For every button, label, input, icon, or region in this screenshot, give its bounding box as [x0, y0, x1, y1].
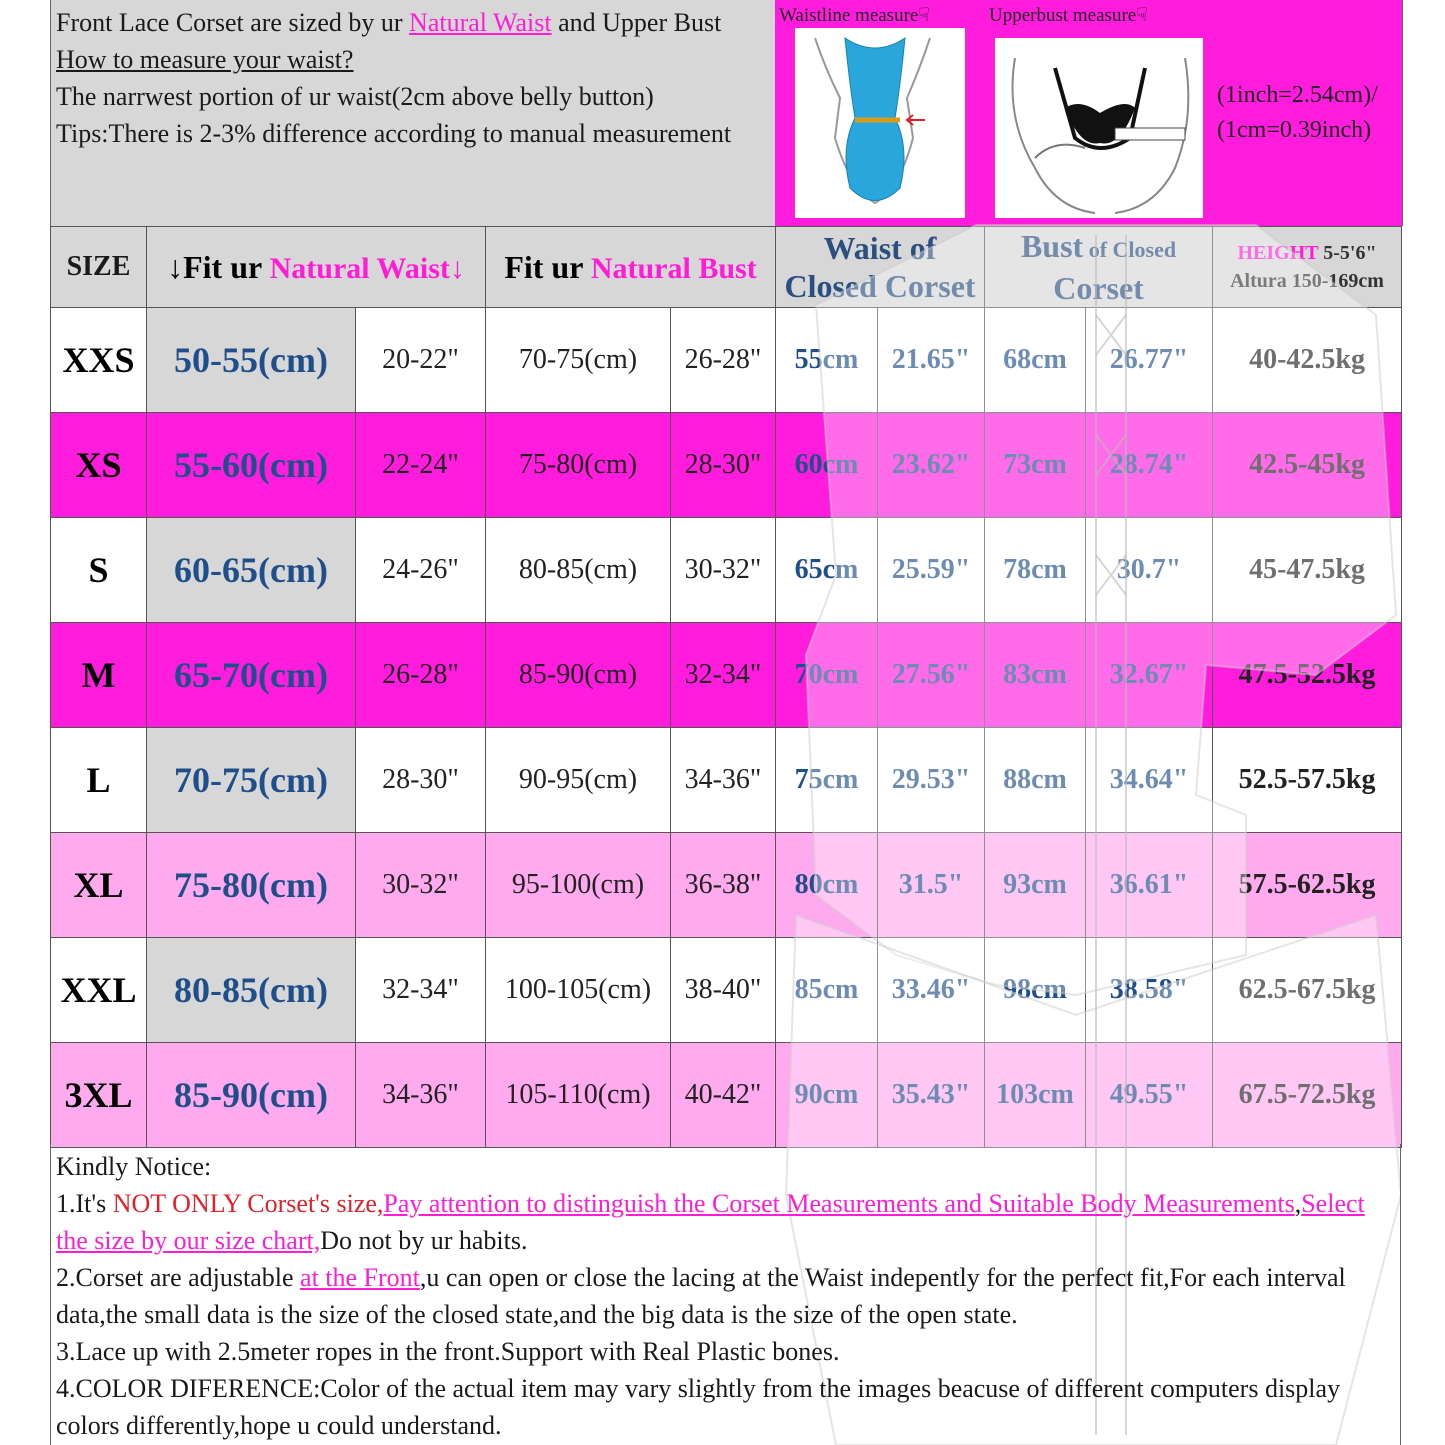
closed-bust-inch: 30.7" — [1086, 518, 1213, 623]
conversion-cm: (1cm=0.39inch) — [1217, 117, 1372, 143]
header-waist-closed: Waist of Closed Corset — [776, 227, 985, 308]
size-label: XXS — [51, 308, 147, 413]
conversion-inch: (1inch=2.54cm)/ — [1217, 82, 1378, 108]
size-label: L — [51, 728, 147, 833]
top-section — [50, 0, 1403, 226]
table-row — [51, 518, 1402, 623]
weight-range: 45-47.5kg — [1213, 518, 1402, 623]
bust-inch: 38-40" — [671, 938, 776, 1043]
closed-bust-cm: 88cm — [985, 728, 1086, 833]
closed-bust-cm: 83cm — [985, 623, 1086, 728]
table-row — [51, 413, 1402, 518]
notice-block — [50, 1144, 1401, 1445]
bust-inch: 36-38" — [671, 833, 776, 938]
closed-waist-cm: 65cm — [776, 518, 878, 623]
waist-inch: 32-34" — [356, 938, 486, 1043]
waist-cm: 70-75(cm) — [147, 728, 356, 833]
closed-bust-cm: 78cm — [985, 518, 1086, 623]
waist-cm: 75-80(cm) — [147, 833, 356, 938]
bust-cm: 80-85(cm) — [486, 518, 671, 623]
size-chart-link[interactable]: Select the size by our size chart, — [56, 1189, 1365, 1255]
closed-bust-inch: 26.77" — [1086, 308, 1213, 413]
header-fit-bust: Fit ur Natural Bust — [486, 227, 776, 308]
weight-range: 67.5-72.5kg — [1213, 1043, 1402, 1148]
closed-waist-cm: 85cm — [776, 938, 878, 1043]
upperbust-figure — [995, 38, 1203, 218]
size-label: 3XL — [51, 1043, 147, 1148]
tips-text: Tips:There is 2-3% difference according to manual measurement — [56, 119, 732, 148]
waist-inch: 22-24" — [356, 413, 486, 518]
weight-range: 52.5-57.5kg — [1213, 728, 1402, 833]
howto-heading: How to measure your waist? — [56, 45, 354, 74]
closed-waist-inch: 31.5" — [878, 833, 985, 938]
closed-waist-cm: 70cm — [776, 623, 878, 728]
bust-inch: 40-42" — [671, 1043, 776, 1148]
table-row — [51, 308, 1402, 413]
bust-inch: 28-30" — [671, 413, 776, 518]
intro-line-1: Front Lace Corset are sized by ur Natural Waist and Upper Bust — [56, 8, 722, 37]
closed-waist-cm: 80cm — [776, 833, 878, 938]
size-rows — [51, 308, 1402, 1148]
closed-waist-cm: 55cm — [776, 308, 878, 413]
size-label: S — [51, 518, 147, 623]
upperbust-caption: Upperbust measure☟ — [989, 5, 1148, 26]
body-waist-illustration — [795, 28, 965, 218]
waist-cm: 85-90(cm) — [147, 1043, 356, 1148]
closed-waist-cm: 75cm — [776, 728, 878, 833]
table-row — [51, 728, 1402, 833]
measure-panel — [775, 0, 1402, 226]
closed-waist-inch: 35.43" — [878, 1043, 985, 1148]
size-label: XS — [51, 413, 147, 518]
closed-waist-inch: 27.56" — [878, 623, 985, 728]
waist-inch: 24-26" — [356, 518, 486, 623]
waistline-figure — [795, 28, 965, 218]
size-label: XL — [51, 833, 147, 938]
table-row — [51, 623, 1402, 728]
bust-cm: 90-95(cm) — [486, 728, 671, 833]
size-label: XXL — [51, 938, 147, 1043]
waist-cm: 55-60(cm) — [147, 413, 356, 518]
waist-cm: 65-70(cm) — [147, 623, 356, 728]
table-header-row — [51, 227, 1402, 308]
closed-bust-inch: 38.58" — [1086, 938, 1213, 1043]
bust-inch: 32-34" — [671, 623, 776, 728]
closed-bust-cm: 103cm — [985, 1043, 1086, 1148]
bust-cm: 95-100(cm) — [486, 833, 671, 938]
closed-waist-inch: 33.46" — [878, 938, 985, 1043]
waistline-caption: Waistline measure☟ — [779, 5, 930, 26]
closed-waist-inch: 21.65" — [878, 308, 985, 413]
closed-bust-inch: 36.61" — [1086, 833, 1213, 938]
waist-cm: 60-65(cm) — [147, 518, 356, 623]
closed-bust-cm: 68cm — [985, 308, 1086, 413]
notice-item-2: 2.Corset are adjustable at the Front,u can open or close the lacing at the Waist indepently for the perfect fit,For each interval data,the small data is the size of the closed state,and the big data is the size of the open state. — [56, 1263, 1346, 1329]
waist-inch: 34-36" — [356, 1043, 486, 1148]
closed-waist-inch: 23.62" — [878, 413, 985, 518]
waist-cm: 50-55(cm) — [147, 308, 356, 413]
weight-range: 47.5-52.5kg — [1213, 623, 1402, 728]
weight-range: 42.5-45kg — [1213, 413, 1402, 518]
notice-item-3: 3.Lace up with 2.5meter ropes in the front.Support with Real Plastic bones. — [56, 1337, 840, 1366]
bust-cm: 70-75(cm) — [486, 308, 671, 413]
header-bust-closed: Bust of Closed Corset — [985, 227, 1213, 308]
unit-conversion — [1217, 78, 1378, 148]
narrowest-text: The narrwest portion of ur waist(2cm above belly button) — [56, 82, 654, 111]
closed-waist-inch: 29.53" — [878, 728, 985, 833]
waist-inch: 26-28" — [356, 623, 486, 728]
closed-bust-inch: 32.67" — [1086, 623, 1213, 728]
size-label: M — [51, 623, 147, 728]
weight-range: 40-42.5kg — [1213, 308, 1402, 413]
bust-inch: 26-28" — [671, 308, 776, 413]
header-fit-waist: ↓Fit ur Natural Waist↓ — [147, 227, 486, 308]
bust-inch: 34-36" — [671, 728, 776, 833]
upperbust-card — [985, 0, 1211, 226]
waist-inch: 20-22" — [356, 308, 486, 413]
waist-cm: 80-85(cm) — [147, 938, 356, 1043]
table-row — [51, 938, 1402, 1043]
waistline-card — [775, 0, 981, 226]
notice-item-4: 4.COLOR DIFERENCE:Color of the actual item may vary slightly from the images beacuse of different computers display colors differently,hope u could understand. — [56, 1374, 1341, 1440]
closed-bust-inch: 34.64" — [1086, 728, 1213, 833]
closed-waist-cm: 60cm — [776, 413, 878, 518]
bust-cm: 75-80(cm) — [486, 413, 671, 518]
bust-cm: 105-110(cm) — [486, 1043, 671, 1148]
closed-bust-inch: 28.74" — [1086, 413, 1213, 518]
front-link[interactable]: at the Front — [300, 1263, 420, 1292]
table-row — [51, 1043, 1402, 1148]
bust-cm: 100-105(cm) — [486, 938, 671, 1043]
waist-inch: 28-30" — [356, 728, 486, 833]
notice-item-1: 1.It's NOT ONLY Corset's size,Pay attention to distinguish the Corset Measurements and Suitable Body Measurements,Select the size by our size chart,Do not by ur habits. — [56, 1189, 1365, 1255]
closed-bust-cm: 98cm — [985, 938, 1086, 1043]
notice-title: Kindly Notice: — [56, 1152, 212, 1181]
bust-inch: 30-32" — [671, 518, 776, 623]
bust-cm: 85-90(cm) — [486, 623, 671, 728]
header-size: SIZE — [51, 227, 147, 308]
closed-bust-cm: 73cm — [985, 413, 1086, 518]
size-chart-table — [50, 226, 1402, 1148]
closed-waist-inch: 25.59" — [878, 518, 985, 623]
bust-illustration — [995, 38, 1203, 218]
intro-text-block — [51, 0, 775, 226]
table-row — [51, 833, 1402, 938]
closed-bust-cm: 93cm — [985, 833, 1086, 938]
waist-inch: 30-32" — [356, 833, 486, 938]
distinguish-link[interactable]: Pay attention to distinguish the Corset Measurements and Suitable Body Measurements — [383, 1189, 1295, 1218]
weight-range: 57.5-62.5kg — [1213, 833, 1402, 938]
header-height: HEIGHT 5-5'6" Altura 150-169cm — [1213, 227, 1402, 308]
closed-waist-cm: 90cm — [776, 1043, 878, 1148]
weight-range: 62.5-67.5kg — [1213, 938, 1402, 1043]
natural-waist-link[interactable]: Natural Waist — [409, 8, 552, 37]
closed-bust-inch: 49.55" — [1086, 1043, 1213, 1148]
